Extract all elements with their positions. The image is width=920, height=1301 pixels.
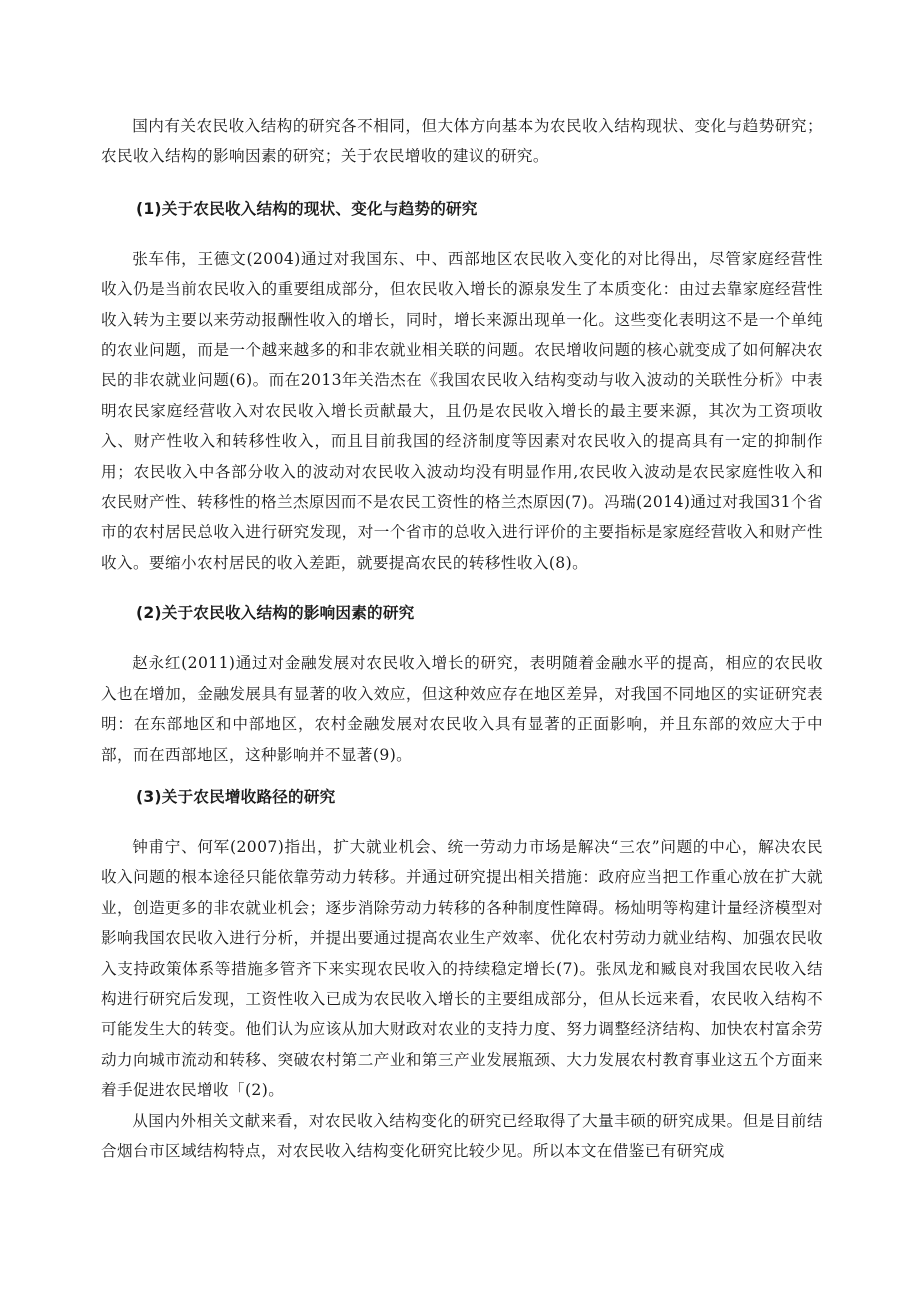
section-2-paragraph: 赵永红(2011)通过对金融发展对农民收入增长的研究，表明随着金融水平的提高，相应的农民收入也在增加，金融发展具有显著的收入效应，但这种效应存在地区差异，对我国不同地区的实证研究表明：在东部地区和中部地区，农村金融发展对农民收入具有显著的正面影响，并且东部的效应大于中部，而在西部地区，这种影响并不显著(9)。 <box>101 654 823 764</box>
closing-paragraph: 从国内外相关文献来看，对农民收入结构变化的研究已经取得了大量丰硕的研究成果。但是目前结合烟台市区域结构特点，对农民收入结构变化研究比较少见。所以本文在借鉴已有研究成 <box>101 1111 823 1160</box>
section-3-paragraph: 钟甫宁、何军(2007)指出，扩大就业机会、统一劳动力市场是解决“三农”问题的中心，解决农民收入问题的根本途径只能依靠劳动力转移。并通过研究提出相关措施：政府应当把工作重心放在扩大就业，创造更多的非农就业机会；逐步消除劳动力转移的各种制度性障碍。杨灿明等构建计量经济模型对影响我国农民收入进行分析，并提出要通过提高农业生产效率、优化农村劳动力就业结构、加强农民收入支持政策体系等措施多管齐下来实现农民收入的持续稳定增长(7)。张凤龙和臧良对我国农民收入结构进行研究后发现，工资性收入已成为农民收入增长的主要组成部分，但从长远来看，农民收入结构不可能发生大的转变。他们认为应该从加大财政对农业的支持力度、努力调整经济结构、加快农村富余劳动力向城市流动和转移、突破农村第二产业和第三产业发展瓶颈、大力发展农村教育事业这五个方面来着手促进农民增收「(2)。 <box>101 837 823 1100</box>
section-2-heading: (2)关于农民收入结构的影响因素的研究 <box>136 604 415 623</box>
intro-paragraph: 国内有关农民收入结构的研究各不相同，但大体方向基本为农民收入结构现状、变化与趋势研究；农民收入结构的影响因素的研究；关于农民增收的建议的研究。 <box>101 117 823 166</box>
document-page <box>101 111 823 1166</box>
section-1-heading: (1)关于农民收入结构的现状、变化与趋势的研究 <box>136 199 478 218</box>
section-1-paragraph: 张车伟，王德文(2004)通过对我国东、中、西部地区农民收入变化的对比得出，尽管家庭经营性收入仍是当前农民收入的重要组成部分，但农民收入增长的源泉发生了本质变化：由过去靠家庭经营性收入转为主要以来劳动报酬性收入的增长，同时，增长来源出现单一化。这些变化表明这不是一个单纯的农业问题，而是一个越来越多的和非农就业相关联的问题。农民增收问题的核心就变成了如何解决农民的非农就业问题(6)。而在2013年关浩杰在《我国农民收入结构变动与收入波动的关联性分析》中表明农民家庭经营收入对农民收入增长贡献最大，且仍是农民收入增长的最主要来源，其次为工资项收入、财产性收入和转移性收入，而且目前我国的经济制度等因素对农民收入的提高具有一定的抑制作用；农民收入中各部分收入的波动对农民收入波动均没有明显作用,农民收入波动是农民家庭性收入和农民财产性、转移性的格兰杰原因而不是农民工资性的格兰杰原因(7)。冯瑞(2014)通过对我国31个省市的农村居民总收入进行研究发现，对一个省市的总收入进行评价的主要指标是家庭经营收入和财产性收入。要缩小农村居民的收入差距，就要提高农民的转移性收入(8)。 <box>101 249 823 572</box>
section-3-heading: (3)关于农民增收路径的研究 <box>136 787 336 806</box>
